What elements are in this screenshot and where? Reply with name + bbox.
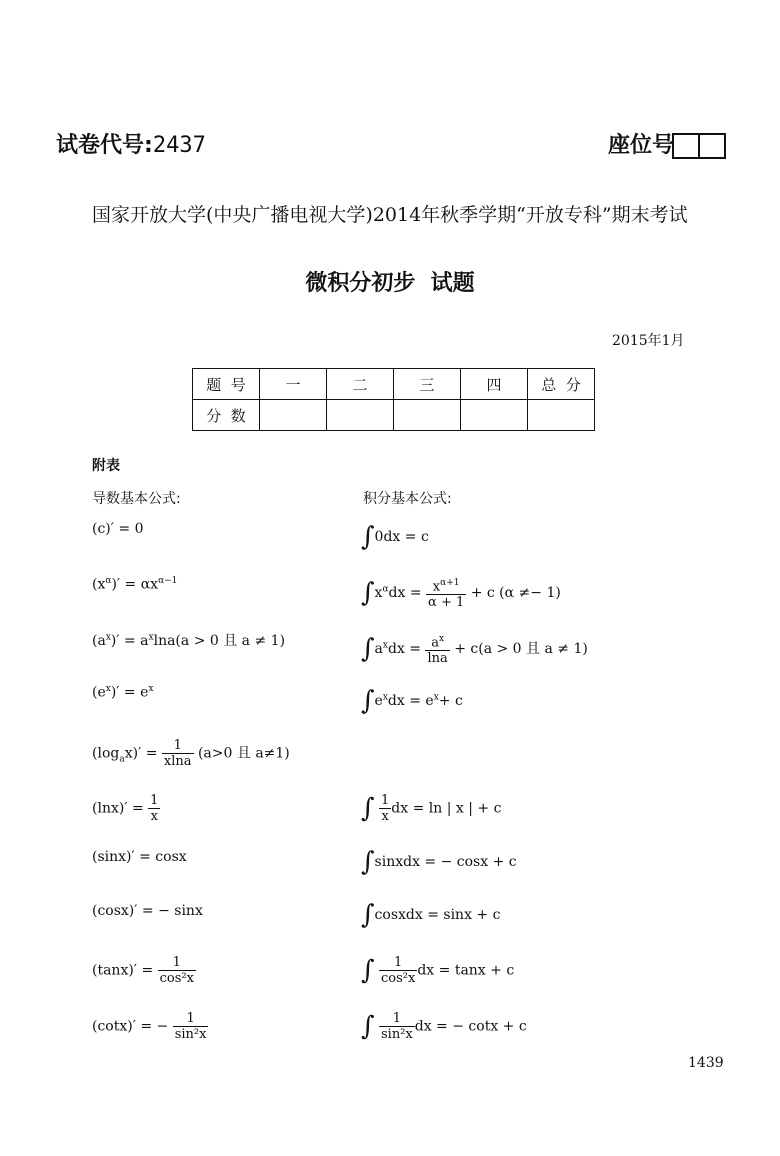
page-number: 1439 <box>688 1055 724 1071</box>
integral-sign-icon: ∫ <box>361 1011 375 1042</box>
integral-sign-icon: ∫ <box>361 634 375 665</box>
integral-reciprocal: ∫ $\frac{1}{x}$ dx = ln | x | + c <box>361 793 502 824</box>
score-input[interactable] <box>394 400 461 431</box>
integral-power: $\int x^\alpha dx$ = $\frac{x^{\alpha+1}}{\alpha + 1}$ + c (α ≠− 1) <box>361 578 561 611</box>
derivative-const: (c)′ = 0 <box>92 521 144 537</box>
seat-label: 座位号 <box>608 133 675 158</box>
integral-sign-icon: ∫ <box>361 900 375 930</box>
seat-box-1[interactable] <box>672 133 700 159</box>
score-input[interactable] <box>461 400 528 431</box>
integral-sign-icon: ∫ <box>361 686 375 716</box>
integral-sign-icon: ∫ <box>361 522 375 552</box>
integral-heading: 积分基本公式: <box>363 491 452 507</box>
score-table-score-row <box>193 400 595 431</box>
integral-zero: ∫0dx = c <box>361 522 429 552</box>
integral-exp-a: $\int a^xdx$ = $\frac{a^x}{\ln a}$ + c(a > 0 且 a ≠ 1) <box>361 634 588 667</box>
paper-code-label: 试卷代号 <box>56 133 145 158</box>
score-cell: 总 分 <box>528 369 595 400</box>
integral-csc-squared: ∫ $\frac{1}{\text{sin²x}}$ dx = − cotx + c <box>361 1011 527 1042</box>
fraction: $\frac{1}{x}$ <box>150 793 159 824</box>
fraction: $\frac{1}{\text{cos²x}}$ <box>381 955 416 986</box>
fraction: $\frac{1}{x}$ <box>381 793 390 824</box>
derivative-exp-e: $(e^x)' = e^x$ <box>92 684 154 701</box>
fraction: $\frac{x^{\alpha+1}}{\alpha + 1}$ <box>428 578 465 611</box>
derivative-sin: (sinx)′ = cosx <box>92 849 187 865</box>
fraction: $\frac{1}{\text{sin²x}}$ <box>381 1011 413 1042</box>
score-cell: 一 <box>260 369 327 400</box>
derivative-power: $(x^\alpha)' = \alpha x^{\alpha-1}$ <box>92 576 178 593</box>
integral-sign-icon: ∫ <box>361 578 375 609</box>
exam-date: 2015年1月 <box>612 333 685 349</box>
derivative-tan: (tanx)′ = $\frac{1}{\text{cos²x}}$ <box>92 955 194 986</box>
score-input[interactable] <box>528 400 595 431</box>
subject-title: 微积分初步 试题 <box>305 271 475 296</box>
derivative-heading: 导数基本公式: <box>92 491 181 507</box>
score-table <box>192 368 595 431</box>
seat-number <box>608 128 726 159</box>
fraction: $\frac{1}{xlna}$ <box>163 738 192 769</box>
paper-code: 试卷代号:2437 <box>56 133 206 158</box>
exam-title: 国家开放大学(中央广播电视大学)2014年秋季学期“开放专科”期末考试 <box>92 204 688 226</box>
fraction: $\frac{1}{\text{sin²x}}$ <box>174 1011 207 1042</box>
integral-sec-squared: ∫ $\frac{1}{\text{cos²x}}$ dx = tanx + c <box>361 955 515 986</box>
integral-sign-icon: ∫ <box>361 847 375 877</box>
score-input[interactable] <box>327 400 394 431</box>
score-table-header-row <box>193 369 595 400</box>
derivative-log: $(\log_ax)'$ = $\frac{1}{xlna}$ (a>0 且 a≠1) <box>92 738 290 769</box>
derivative-exp-a: $(a^x)' = a^x\ln a(a > 0$ 且 a ≠ 1) <box>92 632 286 649</box>
integral-sign-icon: ∫ <box>361 955 375 986</box>
integral-sin: ∫sinxdx = − cosx + c <box>361 847 517 877</box>
score-cell: 四 <box>461 369 528 400</box>
score-cell: 分 数 <box>193 400 260 431</box>
integral-cos: ∫cosxdx = sinx + c <box>361 900 501 930</box>
fraction: $\frac{1}{\text{cos²x}}$ <box>159 955 194 986</box>
derivative-ln: (lnx)′ = $\frac{1}{x}$ <box>92 793 159 824</box>
seat-box-2[interactable] <box>698 133 726 159</box>
derivative-cot: (cotx)′ = − $\frac{1}{\text{sin²x}}$ <box>92 1011 207 1042</box>
fraction: $\frac{a^x}{\ln a}$ <box>427 634 448 667</box>
appendix-title: 附表 <box>92 458 120 474</box>
score-cell: 三 <box>394 369 461 400</box>
score-cell: 二 <box>327 369 394 400</box>
paper-code-value: 2437 <box>152 133 206 158</box>
score-input[interactable] <box>260 400 327 431</box>
derivative-cos: (cosx)′ = − sinx <box>92 903 203 919</box>
score-cell: 题 号 <box>193 369 260 400</box>
integral-exp-e: $\int e^xdx = e^x+ c$ <box>361 686 463 716</box>
integral-sign-icon: ∫ <box>361 793 375 824</box>
